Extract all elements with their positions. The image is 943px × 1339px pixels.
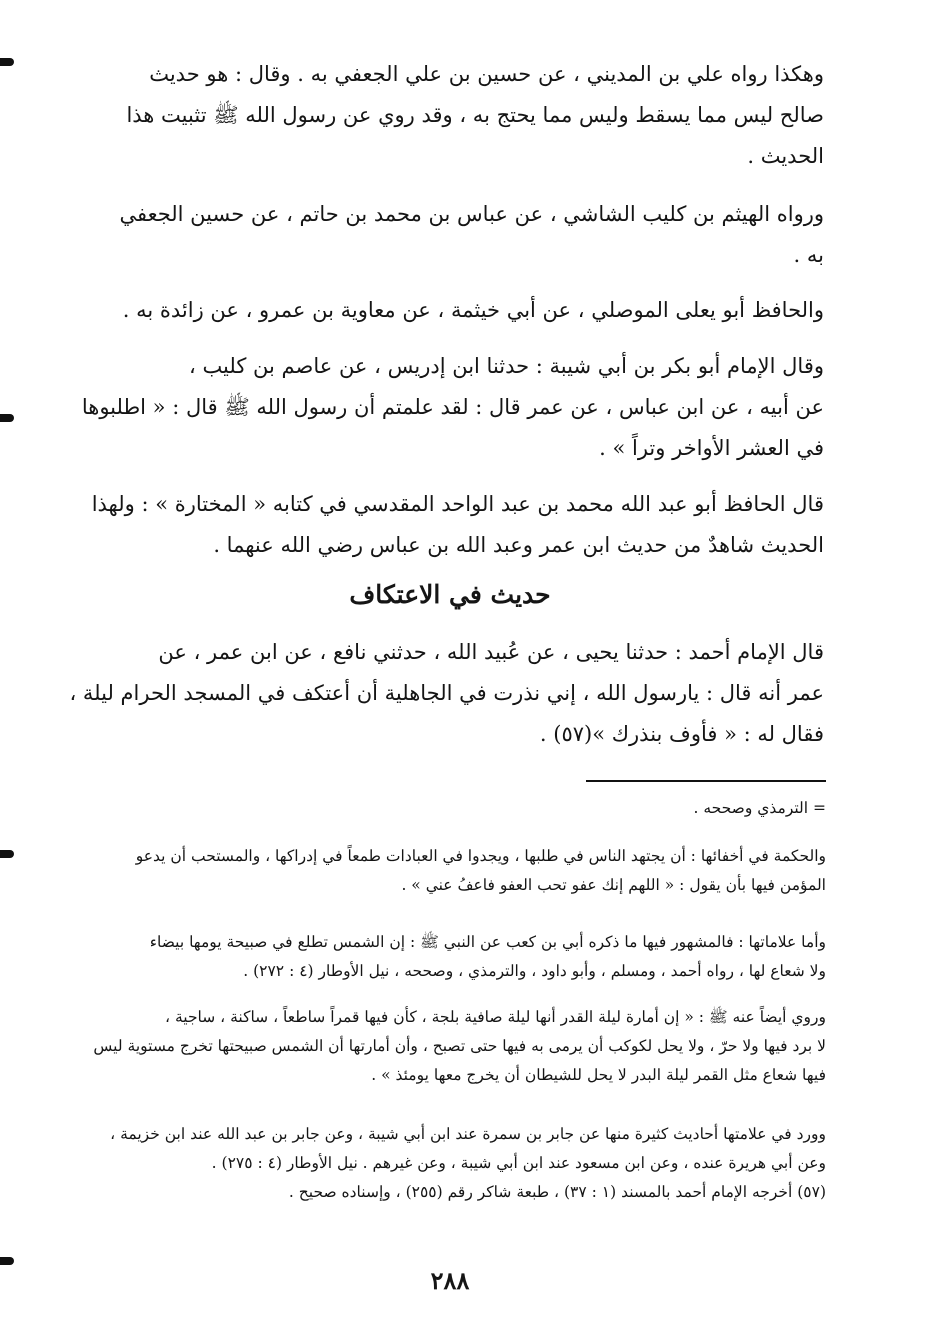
- text-line: والحكمة في أخفائها : أن يجتهد الناس في طلبها ، ويجدوا في العبادات طمعاً في إدراكها ، والمستحب أن يدعو: [135, 847, 826, 865]
- text-line: وورد في علامتها أحاديث كثيرة منها عن جابر بن سمرة عند ابن أبي شيبة ، وعن جابر بن عبد الله عند ابن خزيمة ،: [110, 1125, 826, 1143]
- footnote: [70, 928, 826, 986]
- text-line: فقال له : « فأوف بنذرك »(٥٧) .: [539, 722, 824, 746]
- text-line: فيها شعاع مثل القمر ليلة البدر لا يحل للشيطان أن يخرج معها يومئذ » .: [371, 1066, 826, 1084]
- text-line: قال الحافظ أبو عبد الله محمد بن عبد الواحد المقدسي في كتابه « المختارة » : ولهذا: [91, 492, 824, 516]
- paragraph: [66, 346, 824, 469]
- text-line: وروي أيضاً عنه ﷺ : « إن أمارة ليلة القدر أنها ليلة صافية بلجة ، كأن فيها قمراً ساطعاً ، ساكنة ، ساجية ،: [165, 1008, 826, 1026]
- paragraph: [66, 632, 824, 755]
- text-line: وهكذا رواه علي بن المديني ، عن حسين بن علي الجعفي به . وقال : هو حديث: [149, 62, 824, 86]
- margin-mark: [0, 414, 14, 422]
- text-line: به .: [793, 243, 824, 267]
- text-line: الحديث .: [747, 144, 824, 168]
- text-line: وعن أبي هريرة عنده ، وعن ابن مسعود عند ابن أبي شيبة ، وعن غيرهم . نيل الأوطار (٤ : ٢٧٥) .: [211, 1154, 826, 1172]
- text-line: صالح ليس مما يسقط وليس مما يحتج به ، وقد روي عن رسول الله ﷺ تثبيت هذا: [126, 103, 824, 127]
- paragraph: [66, 194, 824, 276]
- paragraph: [66, 290, 824, 331]
- text-line: ولا شعاع لها ، رواه أحمد ، ومسلم ، وأبو داود ، والترمذي ، وصححه ، نيل الأوطار (٤ : ٢٧٢) .: [243, 962, 826, 980]
- margin-mark: [0, 1257, 14, 1265]
- text-line: المؤمن فيها بأن يقول : « اللهم إنك عفو تحب العفو فاعفُ عني » .: [401, 876, 826, 894]
- margin-mark: [0, 850, 14, 858]
- section-heading: حديث في الاعتكاف: [349, 580, 551, 609]
- text-line: قال الإمام أحمد : حدثنا يحيى ، عن عُبيد الله ، حدثني نافع ، عن ابن عمر ، عن: [158, 640, 824, 664]
- text-line: ورواه الهيثم بن كليب الشاشي ، عن عباس بن محمد بن حاتم ، عن حسين الجعفي: [119, 202, 824, 226]
- paragraph: [66, 54, 824, 177]
- text-line: الحديث شاهدٌ من حديث ابن عمر وعبد الله بن عباس رضي الله عنهما .: [213, 533, 824, 557]
- footnote: [70, 1120, 826, 1207]
- margin-mark: [0, 58, 14, 66]
- text-line: والحافظ أبو يعلى الموصلي ، عن أبي خيثمة ، عن معاوية بن عمرو ، عن زائدة به .: [122, 298, 824, 322]
- text-line: وأما علاماتها : فالمشهور فيها ما ذكره أبي بن كعب عن النبي ﷺ : إن الشمس تطلع في صبيحة يومها بيضاء: [149, 933, 826, 951]
- footnote: [70, 1003, 826, 1090]
- text-line: في العشر الأواخر وتراً » .: [599, 436, 824, 460]
- text-line: = الترمذي وصححه .: [693, 799, 826, 817]
- text-line: وقال الإمام أبو بكر بن أبي شيبة : حدثنا ابن إدريس ، عن عاصم بن كليب ،: [188, 354, 824, 378]
- text-line: عمر أنه قال : يارسول الله ، إني نذرت في الجاهلية أن أعتكف في المسجد الحرام ليلة ،: [69, 681, 824, 705]
- text-line: لا برد فيها ولا حرّ ، ولا يحل لكوكب أن يرمى به فيها حتى تصبح ، وأن أمارتها أن الشمس صبيحتها تخرج مستوية ليس: [93, 1037, 826, 1055]
- footnote: [70, 842, 826, 900]
- text-line: (٥٧) أخرجه الإمام أحمد بالمسند (١ : ٣٧) ، طبعة شاكر رقم (٢٥٥) ، وإسناده صحيح .: [288, 1183, 826, 1201]
- text-line: عن أبيه ، عن ابن عباس ، عن عمر قال : لقد علمتم أن رسول الله ﷺ قال : « اطلبوها: [81, 395, 824, 419]
- footnote-separator: [586, 780, 826, 782]
- page-number: ٢٨٨: [430, 1266, 470, 1295]
- paragraph: [66, 484, 824, 566]
- footnote: [70, 794, 826, 823]
